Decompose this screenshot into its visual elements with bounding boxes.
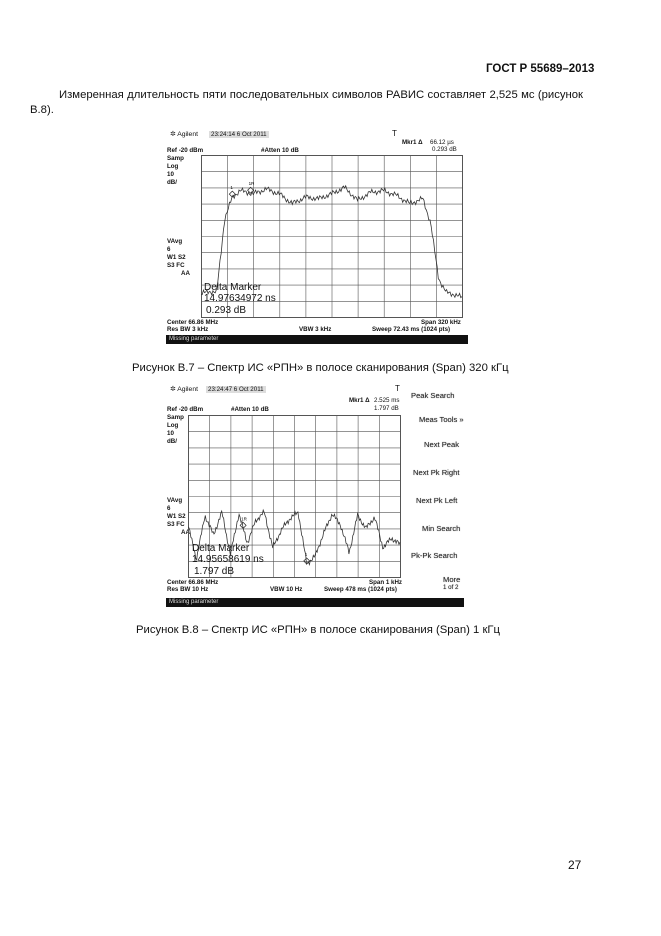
figure7-delta-marker-time: 14.97634972 ns — [204, 293, 276, 304]
softkey-page-indicator: 1 of 2 — [443, 584, 459, 591]
figure7-marker-db: 0.293 dB — [432, 146, 457, 153]
figure7-sweep: Sweep 72.43 ms (1024 pts) — [372, 326, 451, 333]
figure8-brand: Agilent — [177, 386, 199, 393]
softkey-peak-search[interactable]: Peak Search — [411, 391, 455, 400]
softkey-pk-pk-search[interactable]: Pk-Pk Search — [411, 551, 458, 560]
marker-tag: 1 — [304, 552, 308, 558]
figure7-label-samp: Samp — [167, 155, 184, 162]
figure7-atten: #Atten 10 dB — [261, 147, 299, 154]
figure7-label-log: Log — [167, 163, 179, 170]
figure8-marker-value: 2.525 ms — [374, 397, 400, 404]
figure7-trace-s3fc: S3 FC — [167, 262, 185, 269]
figure7-marker-value: 66.12 µs — [430, 139, 454, 146]
figure8-marker-db: 1.797 dB — [374, 405, 399, 412]
figure7-trace-aa: AA — [181, 270, 190, 277]
figure7-screen — [166, 130, 468, 358]
figure8-label-unit: dB/ — [167, 438, 177, 445]
figure8-atten: #Atten 10 dB — [231, 406, 269, 413]
figure8-delta-marker-time: 14.95658619 ns — [192, 554, 264, 565]
softkey-more[interactable]: More — [443, 575, 461, 584]
figure8-center-freq: Center 66.86 MHz — [167, 579, 219, 586]
figure7-span: Span 320 kHz — [421, 319, 461, 326]
figure8-delta-marker-db: 1.797 dB — [194, 566, 235, 577]
figure7-agilent-logo: ✲ Agilent — [170, 131, 199, 138]
figure8-label-log: Log — [167, 422, 179, 429]
figure8-trace-aa: AA — [181, 529, 190, 536]
figure8-sweep: Sweep 478 ms (1024 pts) — [324, 586, 397, 593]
figure8-trace-w1s2: W1 S2 — [167, 513, 186, 520]
figure7-brand: Agilent — [177, 131, 199, 138]
page-number: 27 — [568, 858, 582, 872]
figure7-marker-label: Mkr1 Δ — [402, 139, 423, 146]
marker-tag: 1 — [230, 185, 233, 191]
figure7-vbw: VBW 3 kHz — [299, 326, 332, 333]
figure8-vbw: VBW 10 Hz — [270, 586, 303, 593]
softkey-next-pk-left[interactable]: Next Pk Left — [416, 496, 458, 505]
figure8-marker-label: Mkr1 Δ — [349, 397, 370, 404]
figure8-screen — [166, 385, 466, 613]
softkey-min-search[interactable]: Min Search — [422, 524, 461, 533]
figure7-label-unit: dB/ — [167, 179, 177, 186]
figure8-span: Span 1 kHz — [369, 579, 403, 586]
figure7-status-bar: Missing parameter — [166, 335, 468, 344]
marker-tag: 1R — [241, 516, 247, 522]
figure7-res-bw: Res BW 3 kHz — [167, 326, 209, 333]
figure8-label-samp: Samp — [167, 414, 184, 421]
figure8-status-bar: Missing parameter — [166, 598, 464, 607]
figure7-delta-marker-title: Delta Marker — [204, 282, 262, 293]
figure8-res-bw: Res BW 10 Hz — [167, 586, 209, 593]
softkey-next-peak[interactable]: Next Peak — [424, 440, 460, 449]
figure8-ref-level: Ref -20 dBm — [167, 406, 204, 413]
figure7-vavg: VAvg — [167, 238, 183, 245]
figure7-delta-marker-db: 0.293 dB — [206, 305, 247, 316]
figure7-label-scale: 10 — [167, 171, 174, 178]
figure7-trace — [201, 186, 462, 298]
figure8-agilent-logo: ✲ Agilent — [170, 386, 199, 393]
figure7-ref-level: Ref -20 dBm — [167, 147, 204, 154]
figure8-caption: Рисунок В.8 – Спектр ИС «РПН» в полосе сканирования (Span) 1 кГц — [136, 624, 500, 636]
figure7-center-freq: Center 66.86 MHz — [167, 319, 219, 326]
softkey-next-pk-right[interactable]: Next Pk Right — [413, 468, 460, 477]
figure7-trigger-icon: T — [392, 129, 397, 138]
figure7-vavg-count: 6 — [167, 246, 171, 253]
figure8-label-scale: 10 — [167, 430, 174, 437]
figure8-trace-s3fc: S3 FC — [167, 521, 185, 528]
figure7-caption: Рисунок В.7 – Спектр ИС «РПН» в полосе сканирования (Span) 320 кГц — [132, 362, 509, 374]
figure8-vavg: VAvg — [167, 497, 183, 504]
standard-number: ГОСТ Р 55689–2013 — [486, 63, 595, 75]
softkey-meas-tools[interactable]: Meas Tools » — [419, 415, 464, 424]
figure8-vavg-count: 6 — [167, 505, 171, 512]
figure7-trace-w1s2: W1 S2 — [167, 254, 186, 261]
figure8-timestamp: 23:24:47 6 Oct 2011 — [208, 386, 264, 393]
figure7-timestamp: 23:24:14 6 Oct 2011 — [211, 131, 267, 138]
marker-tag: 1R — [248, 181, 255, 187]
figure8-delta-marker-title: Delta Marker — [192, 543, 250, 554]
figure8-trigger-icon: T — [395, 384, 400, 393]
body-paragraph: Измеренная длительность пяти последовательных символов РАВИС составляет 2,525 мс (рисунок В.8). — [30, 89, 583, 116]
